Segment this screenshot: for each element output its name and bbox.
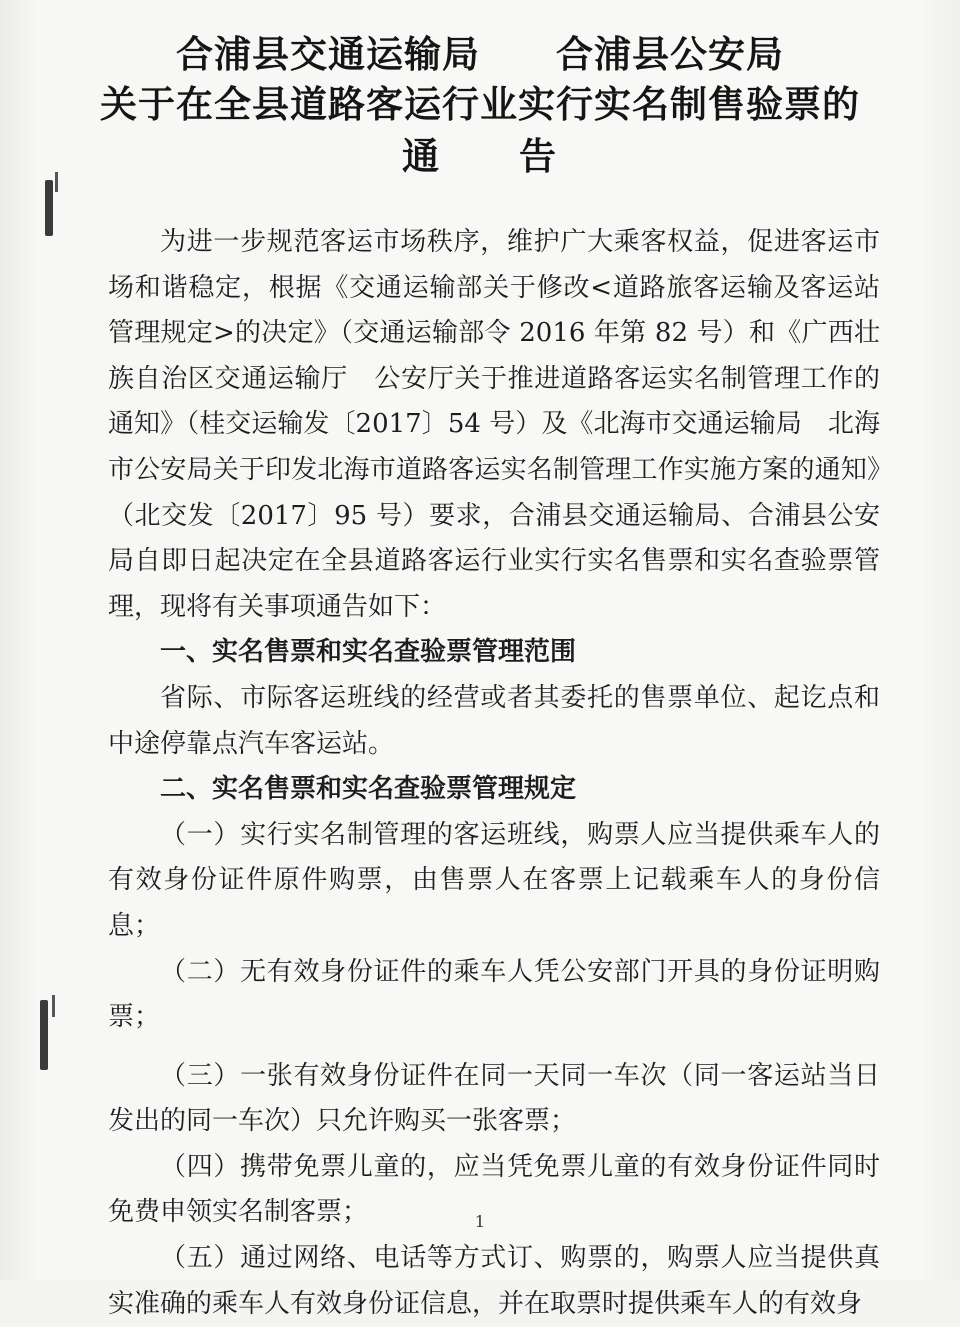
notice-subject-title: 关于在全县道路客运行业实行实名制售验票的 [100, 83, 860, 126]
notice-body [108, 220, 880, 1327]
rule-item-5: （五）通过网络、电话等方式订、购票的，购票人应当提供真实准确的乘车人有效身份证信息，并在取票时提供乘车人的有效身 [108, 1243, 880, 1319]
section1-paragraph: 省际、市际客运班线的经营或者其委托的售票单位、起讫点和中途停靠点汽车客运站。 [108, 682, 880, 759]
rule-item-1: （一）实行实名制管理的客运班线，购票人应当提供乘车人的有效身份证件原件购票，由售票人在客票上记载乘车人的身份信息； [108, 819, 880, 941]
binder-hole-mark [45, 180, 53, 236]
section1-heading: 一、实名售票和实名查验票管理范围 [160, 637, 577, 668]
rule-item-4: （四）携带免票儿童的，应当凭免票儿童的有效身份证件同时免费申领实名制客票； [108, 1151, 880, 1228]
notice-type-title: 通 告 [402, 135, 558, 178]
rule-item-2: （二）无有效身份证件的乘车人凭公安部门开具的身份证明购票； [108, 956, 880, 1033]
issuing-authorities-title: 合浦县交通运输局 合浦县公安局 [176, 33, 784, 76]
binder-tick-mark [52, 995, 55, 1017]
section2-heading: 二、实名售票和实名查验票管理规定 [160, 774, 577, 805]
binder-hole-mark [40, 1000, 48, 1070]
intro-paragraph: 为进一步规范客运市场秩序，维护广大乘客权益，促进客运市场和谐稳定，根据《交通运输部关于修改<道路旅客运输及客运站管理规定>的决定》（交通运输部令 2016 年第 82 号）和《广西壮族自治区交通运输厅 公安厅关于推进道路客运实名制管理工作的通知》（桂交运输发〔2017〕54 号）及《北海市交通运输局 北海市公安局关于印发北海市道路客运实名制管理工作实施方案的通知》（北交发〔2017〕95 号）要求，合浦县交通运输局、合浦县公安局自即日起决定在全县道路客运行业实行实名售票和实名查验票管理，现将有关事项通告如下： [108, 227, 880, 622]
page-number: 1 [474, 1212, 486, 1231]
rule-item-3: （三）一张有效身份证件在同一天同一车次（同一客运站当日发出的同一车次）只允许购买一张客票； [108, 1060, 880, 1137]
